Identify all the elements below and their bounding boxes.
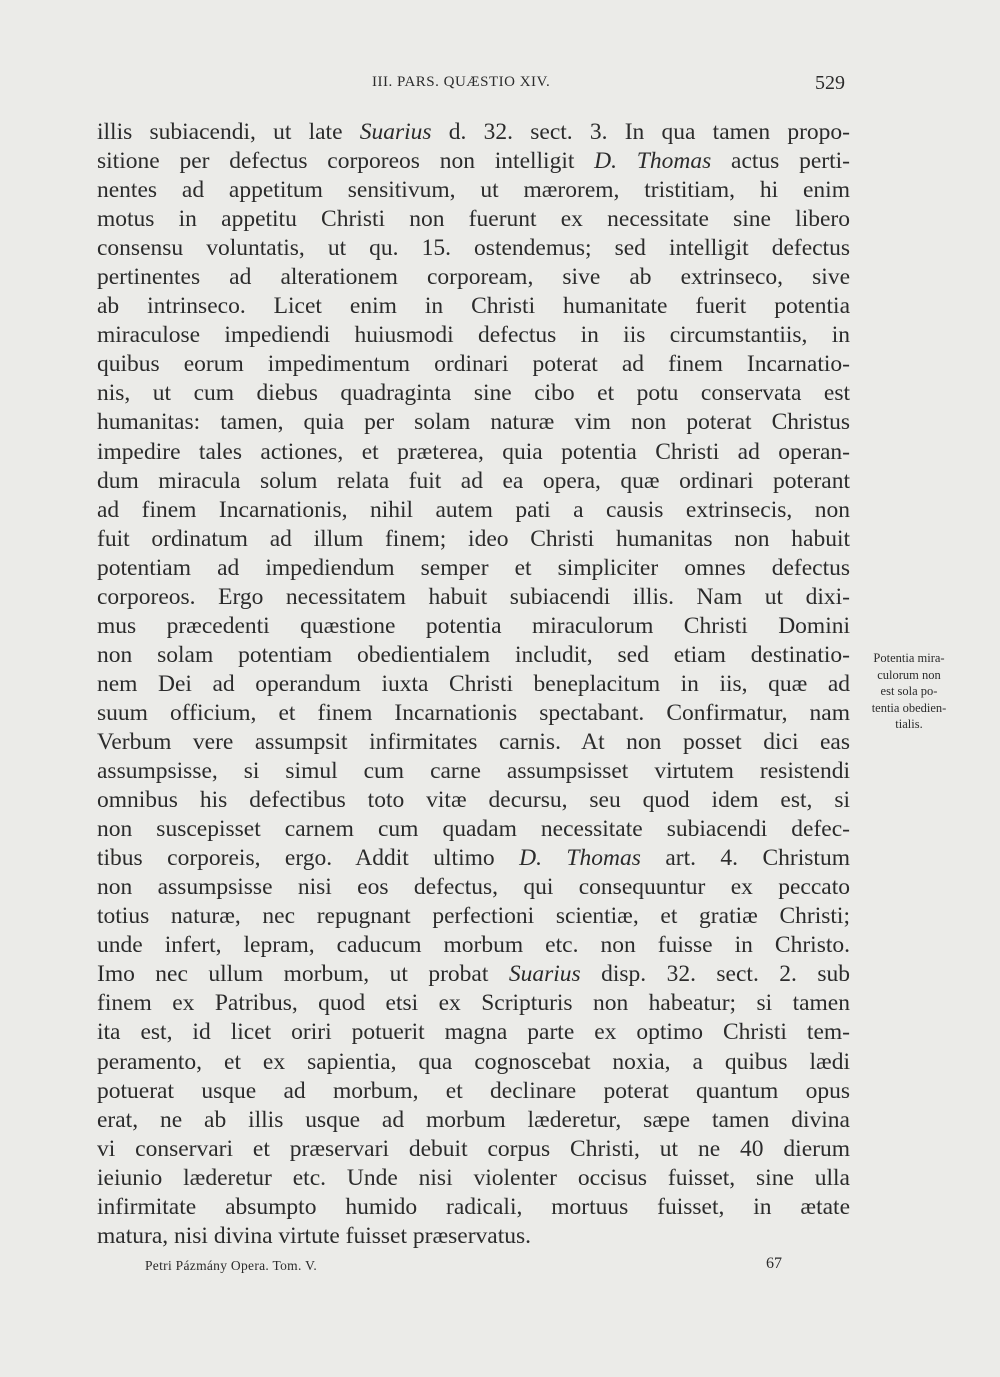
text-line: [97, 263, 850, 292]
text-line: [97, 873, 850, 902]
text-run: finem ex Patribus, quod etsi ex Scripturis non habeatur; si tamen: [97, 990, 850, 1017]
text-line: [97, 350, 850, 379]
text-run: fuit ordinatum ad illum finem; ideo Christi humanitas non habuit: [97, 525, 850, 552]
text-line: [97, 1193, 850, 1222]
text-run: illis subiacendi, ut late: [97, 119, 360, 145]
signature-mark: 67: [766, 1255, 782, 1272]
text-run: disp. 32. sect. 2. sub: [580, 961, 850, 988]
text-line: [97, 931, 850, 960]
text-run: ad finem Incarnationis, nihil autem pati a causis extrinsecis, non: [97, 496, 850, 523]
text-line: [97, 321, 850, 350]
text-run: dum miracula solum relata fuit ad ea opera, quæ ordinari poterant: [97, 467, 850, 494]
text-line: [97, 989, 850, 1018]
italic-name: D. Thomas: [519, 845, 641, 872]
text-run: ab intrinseco. Licet enim in Christi humanitate fuerit potentia: [97, 293, 850, 320]
text-run: Verbum vere assumpsit infirmitates carnis. At non posset dici eas: [97, 728, 850, 755]
text-run: sitione per defectus corporeos non intelligit: [97, 148, 595, 175]
margin-note-line: Potentia mira-: [873, 651, 945, 665]
text-run: impedire tales actiones, et præterea, quia potentia Christi ad operan-: [97, 438, 850, 465]
text-run: ita est, id licet oriri potuerit magna parte ex optimo Christi tem-: [97, 1019, 850, 1046]
text-run: erat, ne ab illis usque ad morbum læderetur, sæpe tamen divina: [97, 1106, 850, 1133]
text-line: [97, 699, 850, 728]
text-line: [97, 1135, 850, 1164]
text-run: suum officium, et finem Incarnationis spectabant. Confirmatur, nam: [97, 699, 850, 726]
text-run: totius naturæ, nec repugnant perfectioni scientiæ, et gratiæ Christi;: [97, 903, 850, 930]
footer-book-title: Petri Pázmány Opera. Tom. V.: [145, 1258, 318, 1273]
text-line: [97, 1077, 850, 1106]
text-run: d. 32. sect. 3. In qua tamen propo-: [431, 119, 850, 145]
margin-note: [850, 650, 968, 733]
text-run: nentes ad appetitum sensitivum, ut mærorem, tristitiam, hi enim: [97, 177, 850, 204]
page-footer: [0, 1255, 1000, 1282]
text-run: nem Dei ad operandum iuxta Christi beneplacitum in iis, quæ ad: [97, 670, 850, 697]
page-number: 529: [815, 72, 845, 94]
text-line: [97, 902, 850, 931]
text-line: [97, 728, 850, 757]
margin-note-line: culorum non: [877, 667, 941, 682]
text-line: [97, 757, 850, 786]
text-run: assumpsisse, si simul cum carne assumpsisset virtutem resistendi: [97, 758, 850, 785]
text-line: [97, 1164, 850, 1193]
italic-name: D. Thomas: [594, 148, 712, 175]
text-line: [97, 496, 850, 525]
text-line: [97, 1048, 850, 1077]
text-run: pertinentes ad alterationem corpoream, sive ab extrinseco, sive: [97, 264, 850, 291]
text-line: [97, 438, 850, 467]
text-line: [97, 118, 850, 147]
text-run: matura, nisi divina virtute fuisset præservatus.: [97, 1222, 532, 1249]
text-line: [97, 554, 850, 583]
main-text-body: [97, 118, 850, 1251]
margin-note-line: tialis.: [895, 717, 923, 731]
text-line: [97, 408, 850, 437]
text-run: motus in appetitu Christi non fuerunt ex necessitate sine libero: [97, 206, 850, 233]
text-run: potentiam ad impediendum semper et simpliciter omnes defectus: [97, 554, 850, 581]
text-run: quibus eorum impedimentum ordinari poterat ad finem Incarnatio-: [97, 351, 850, 378]
italic-name: Suarius: [508, 961, 581, 988]
text-line: [97, 525, 850, 554]
text-run: mus præcedenti quæstione potentia miraculorum Christi Domini: [97, 612, 850, 639]
text-run: unde infert, lepram, caducum morbum etc. non fuisse in Christo.: [97, 932, 850, 959]
margin-note-line: est sola po-: [880, 684, 938, 698]
text-run: miraculose impediendi huiusmodi defectus in iis circumstantiis, in: [97, 322, 850, 349]
text-run: peramento, et ex sapientia, qua cognoscebat noxia, a quibus lædi: [97, 1048, 850, 1075]
text-line: [97, 1018, 850, 1047]
text-line: [97, 612, 850, 641]
text-run: art. 4. Christum: [640, 845, 850, 872]
text-line: [97, 1222, 850, 1251]
text-run: humanitas: tamen, quia per solam naturæ vim non poterat Christus: [97, 409, 850, 436]
text-run: ieiunio læderetur etc. Unde nisi violenter occisus fuisset, sine ulla: [97, 1164, 850, 1191]
text-run: consensu voluntatis, ut qu. 15. ostendemus; sed intelligit defectus: [97, 235, 850, 262]
text-run: corporeos. Ergo necessitatem habuit subiacendi illis. Nam ut dixi-: [97, 583, 850, 610]
text-line: [97, 147, 850, 176]
text-line: [97, 670, 850, 699]
running-head: [0, 68, 1000, 98]
text-run: non suscepisset carnem cum quadam necessitate subiacendi defec-: [97, 816, 850, 843]
text-run: omnibus his defectibus toto vitæ decursu, seu quod idem est, si: [97, 787, 850, 814]
text-run: nis, ut cum diebus quadraginta sine cibo et potu conservata est: [97, 380, 850, 407]
text-run: non solam potentiam obedientialem includit, sed etiam destinatio-: [97, 641, 850, 668]
text-line: [97, 641, 850, 670]
running-head-title: III. PARS. QUÆSTIO XIV.: [372, 74, 551, 90]
text-line: [97, 583, 850, 612]
text-run: infirmitate absumpto humido radicali, mortuus fuisset, in ætate: [97, 1193, 850, 1220]
text-run: Imo nec ullum morbum, ut probat: [97, 961, 509, 988]
text-line: [97, 844, 850, 873]
text-line: [97, 786, 850, 815]
text-run: potuerat usque ad morbum, et declinare poterat quantum opus: [97, 1077, 850, 1104]
text-line: [97, 467, 850, 496]
text-run: tibus corporeis, ergo. Addit ultimo: [97, 845, 520, 872]
text-line: [97, 205, 850, 234]
text-run: actus perti-: [711, 148, 850, 175]
text-line: [97, 292, 850, 321]
text-run: non assumpsisse nisi eos defectus, qui consequuntur ex peccato: [97, 874, 850, 901]
text-run: vi conservari et præservari debuit corpus Christi, ut ne 40 dierum: [97, 1135, 850, 1162]
text-line: [97, 176, 850, 205]
text-line: [97, 1106, 850, 1135]
text-line: [97, 960, 850, 989]
text-line: [97, 234, 850, 263]
italic-name: Suarius: [359, 119, 432, 145]
text-line: [97, 379, 850, 408]
text-line: [97, 815, 850, 844]
margin-note-line: tentia obedien-: [871, 700, 947, 715]
